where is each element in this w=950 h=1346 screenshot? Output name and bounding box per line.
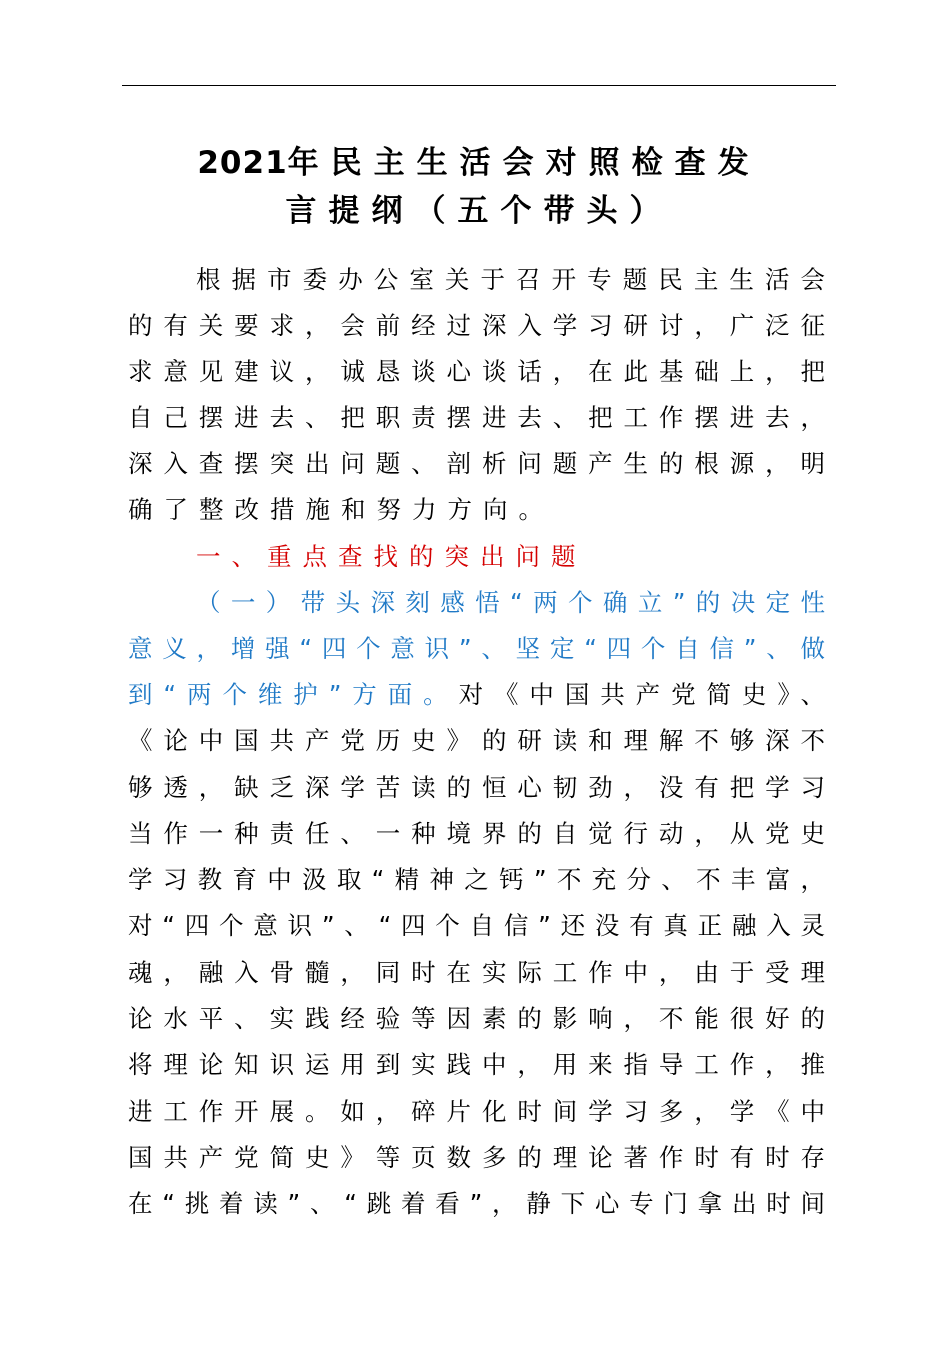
title-line-1-text: 年民主生活会对照检查发 [287,145,761,181]
header-rule [122,85,836,86]
body-line: 将理论知识运用到实践中，用来指导工作，推 [128,1050,825,1079]
subsection-heading-line: （一）带头深刻感悟“两个确立”的决定性 [196,588,825,617]
body-line: 进工作开展。如，碎片化时间学习多，学《中 [128,1097,825,1126]
mixed-line [128,677,825,713]
paragraph-line: 的有关要求，会前经过深入学习研讨，广泛征 [128,311,825,340]
body-line: 论水平、实践经验等因素的影响，不能很好的 [128,1004,825,1033]
subsection-heading-line: 意义，增强“四个意识”、坚定“四个自信”、做 [128,634,825,663]
section-heading: 一、重点查找的突出问题 [196,542,587,571]
body-line: 在“挑着读”、“跳着看”，静下心专门拿出时间 [128,1189,825,1218]
body-line: 当作一种责任、一种境界的自觉行动，从党史 [128,819,825,848]
body-text-start: 对《中国共产党简史》、 [458,680,826,709]
paragraph-line: 求意见建议，诚恳谈心谈话，在此基础上，把 [128,357,825,386]
body-line: 国共产党简史》等页数多的理论著作时有时存 [128,1143,825,1172]
paragraph-line: 自己摆进去、把职责摆进去、把工作摆进去， [128,403,825,432]
body-line: 《论中国共产党历史》的研读和理解不够深不 [128,726,825,755]
body-line: 学习教育中汲取“精神之钙”不充分、不丰富， [128,865,825,894]
paragraph-line: 深入查摆突出问题、剖析问题产生的根源，明 [128,449,825,478]
paragraph-line: 根据市委办公室关于召开专题民主生活会 [196,265,825,294]
paragraph-line: 确了整改措施和努力方向。 [128,495,554,524]
title-year: 2021 [197,145,288,181]
body-line: 对“四个意识”、“四个自信”还没有真正融入灵 [128,911,825,940]
subsection-heading-tail: 到“两个维护”方面。 [128,680,459,709]
document-title-line-2: 言提纲（五个带头） [285,193,673,229]
body-line: 够透，缺乏深学苦读的恒心韧劲，没有把学习 [128,773,825,802]
body-line: 魂，融入骨髓，同时在实际工作中，由于受理 [128,958,825,987]
document-title-line-1 [122,143,836,183]
